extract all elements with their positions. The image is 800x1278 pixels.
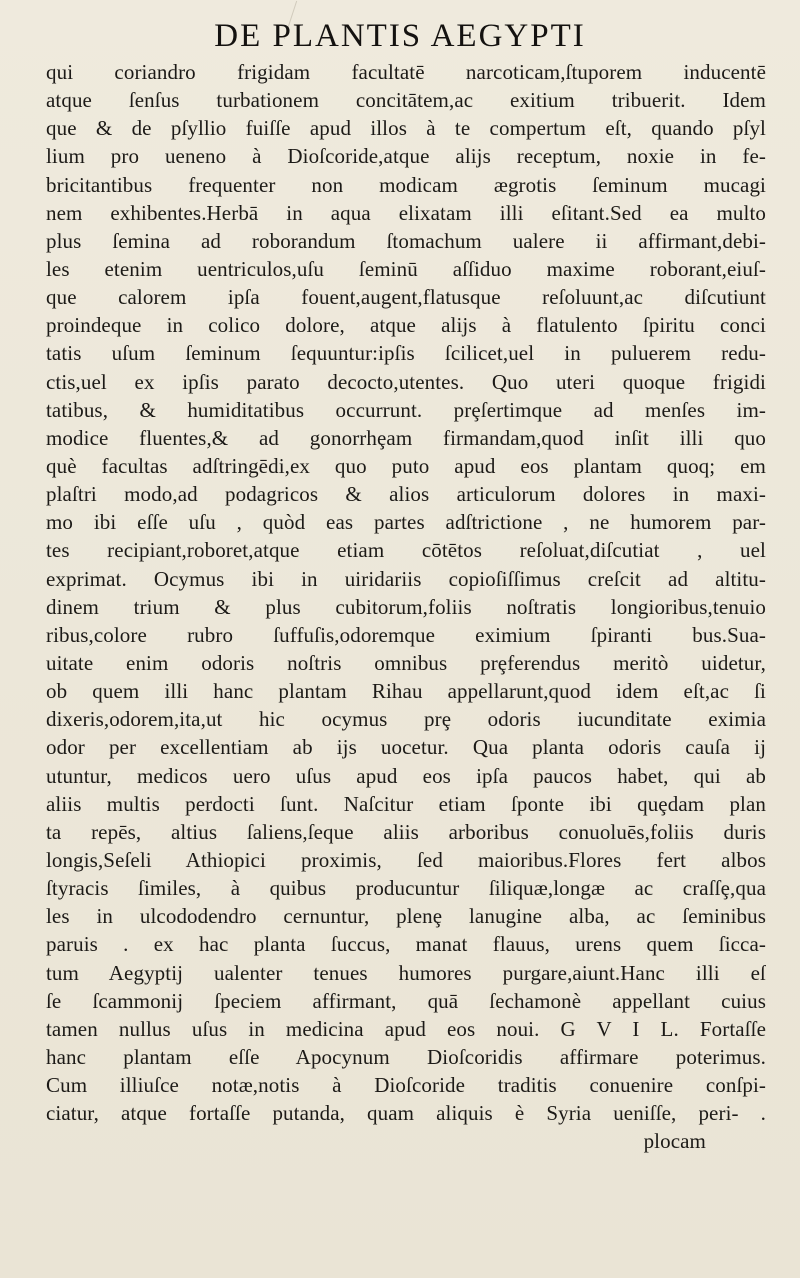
text-line: ta repēs, altius ſaliens,ſeque aliis arboribus conuoluēs,foliis duris xyxy=(46,819,766,844)
text-line: ſtyracis ſimiles, à quibus producuntur ſiliquæ,longæ ac craſſȩ,qua xyxy=(46,876,766,901)
text-line: tatibus, & humiditatibus occurrunt. prȩſertimque ad menſes im- xyxy=(46,397,766,422)
body-text xyxy=(46,58,766,1155)
text-line: proindeque in colico dolore, atque alijs à flatulento ſpiritu conci xyxy=(46,313,766,338)
running-header: DE PLANTIS AEGYPTI xyxy=(214,18,586,54)
text-line: plus ſemina ad roborandum ſtomachum ualere ii affirmant,debi- xyxy=(46,228,766,253)
text-line: qui coriandro frigidam facultatē narcoticam,ſtuporem inducentē xyxy=(46,60,766,84)
text-line: les in ulcododendro cernuntur, plenȩ lanugine alba, ac ſeminibus xyxy=(46,904,766,929)
text-line: paruis . ex hac planta ſuccus, manat flauus, urens quem ſicca- xyxy=(46,932,766,957)
text-line: les etenim uentriculos,uſu ſeminū aſſiduo maxime roborant,eiuſ- xyxy=(46,256,766,281)
text-line: mo ibi eſſe uſu , quòd eas partes adſtrictione , ne humorem par- xyxy=(46,510,766,535)
text-line: ribus,colore rubro ſuffuſis,odoremque eximium ſpiranti bus.Sua- xyxy=(46,622,766,647)
text-line: dixeris,odorem,ita,ut hic ocymus prȩ odoris iucunditate eximia xyxy=(46,707,766,732)
text-line: Cum illiuſce notæ,notis à Dioſcoride traditis conuenire conſpi- xyxy=(46,1073,766,1098)
text-line: modice fluentes,& ad gonorrhȩam firmandam,quod inſit illi quo xyxy=(46,425,766,450)
text-line: tamen nullus uſus in medicina apud eos noui. G V I L. Fortaſſe xyxy=(46,1016,766,1041)
text-line: odor per excellentiam ab ijs uocetur. Qua planta odoris cauſa ij xyxy=(46,735,766,760)
text-line: atque ſenſus turbationem concitātem,ac exitium tribuerit. Idem xyxy=(46,88,766,113)
text-line: dinem trium & plus cubitorum,foliis noſtratis longioribus,tenuio xyxy=(46,594,766,619)
text-line: ſe ſcammonij ſpeciem affirmant, quā ſechamonè appellant cuius xyxy=(46,988,766,1013)
catchword: plocam xyxy=(643,1129,706,1154)
text-line: nem exhibentes.Herbā in aqua elixatam illi eſitant.Sed ea multo xyxy=(46,200,766,225)
text-line: hanc plantam eſſe Apocynum Dioſcoridis affirmare poterimus. xyxy=(46,1044,766,1069)
text-line: tum Aegyptij ualenter tenues humores purgare,aiunt.Hanc illi eſ xyxy=(46,960,766,985)
text-line: bricitantibus frequenter non modicam ægrotis ſeminum mucagi xyxy=(46,172,766,197)
text-line: què facultas adſtringēdi,ex quo puto apud eos plantam quoq; em xyxy=(46,453,766,478)
text-line: ctis,uel ex ipſis parato decocto,utentes. Quo uteri quoque frigidi xyxy=(46,369,766,394)
text-line: ciatur, atque fortaſſe putanda, quam aliquis è Syria ueniſſe, peri- . xyxy=(46,1101,766,1126)
text-line: uitate enim odoris noſtris omnibus prȩferendus meritò uidetur, xyxy=(46,650,766,675)
text-line: que & de pſyllio fuiſſe apud illos à te compertum eſt, quando pſyl xyxy=(46,116,766,141)
text-line: tes recipiant,roboret,atque etiam cōtētos reſoluat,diſcutiat , uel xyxy=(46,538,766,563)
text-line: tatis uſum ſeminum ſequuntur:ipſis ſcilicet,uel in puluerem redu- xyxy=(46,341,766,366)
text-line: que calorem ipſa fouent,augent,flatusque reſoluunt,ac diſcutiunt xyxy=(46,285,766,310)
text-line: lium pro ueneno à Dioſcoride,atque alijs receptum, noxie in fe- xyxy=(46,144,766,169)
text-line: ob quem illi hanc plantam Rihau appellarunt,quod idem eſt,ac ſi xyxy=(46,679,766,704)
text-line: utuntur, medicos uero uſus apud eos ipſa paucos habet, qui ab xyxy=(46,763,766,788)
text-line: aliis multis perdocti ſunt. Naſcitur etiam ſponte ibi quȩdam plan xyxy=(46,791,766,816)
text-line: plaſtri modo,ad podagricos & alios articulorum dolores in maxi- xyxy=(46,482,766,507)
text-line: exprimat. Ocymus ibi in uiridariis copioſiſſimus creſcit ad altitu- xyxy=(46,566,766,591)
text-line: longis,Seſeli Athiopici proximis, ſed maioribus.Flores fert albos xyxy=(46,847,766,872)
